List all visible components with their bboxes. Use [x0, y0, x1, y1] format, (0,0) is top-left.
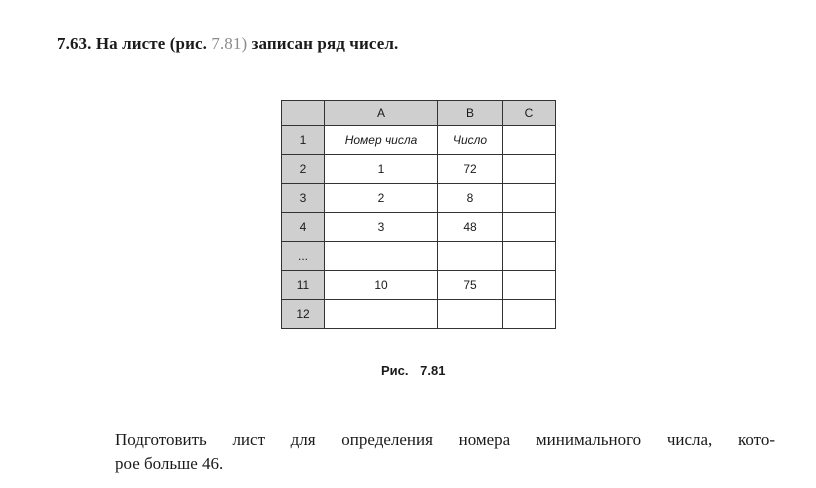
cell-c-ellipsis: [503, 242, 556, 271]
table-row: [282, 213, 556, 242]
cell-b3: 8: [438, 184, 503, 213]
cell-c4: [503, 213, 556, 242]
cell-a11: 10: [325, 271, 438, 300]
cell-b12: [438, 300, 503, 329]
cell-c2: [503, 155, 556, 184]
cell-c11: [503, 271, 556, 300]
row-header: 11: [282, 271, 325, 300]
cell-c3: [503, 184, 556, 213]
cell-b4: 48: [438, 213, 503, 242]
figure-reference: 7.81): [211, 34, 248, 53]
cell-b1: Число: [438, 126, 503, 155]
cell-a12: [325, 300, 438, 329]
spreadsheet-figure: [281, 100, 556, 329]
column-header-row: [282, 101, 556, 126]
cell-c1: [503, 126, 556, 155]
table-row: [282, 242, 556, 271]
table-row: [282, 155, 556, 184]
problem-number: 7.63.: [57, 34, 92, 53]
task-line-1: Подготовить лист для определения номера минимального числа, кото-: [115, 430, 775, 449]
cell-a1: Номер числа: [325, 126, 438, 155]
row-header: 4: [282, 213, 325, 242]
column-header-c: C: [503, 101, 556, 126]
cell-b11: 75: [438, 271, 503, 300]
problem-text-before: На листе (рис.: [95, 34, 207, 53]
cell-a4: 3: [325, 213, 438, 242]
table-row: [282, 271, 556, 300]
cell-a2: 1: [325, 155, 438, 184]
table-row: [282, 300, 556, 329]
row-header: 1: [282, 126, 325, 155]
figure-caption: Рис. 7.81: [381, 363, 446, 378]
row-header: 3: [282, 184, 325, 213]
row-header-ellipsis: ...: [282, 242, 325, 271]
cell-a-ellipsis: [325, 242, 438, 271]
cell-a3: 2: [325, 184, 438, 213]
cell-b2: 72: [438, 155, 503, 184]
task-line-2: рое больше 46.: [115, 454, 224, 473]
table-row: [282, 126, 556, 155]
corner-cell: [282, 101, 325, 126]
problem-text-after: записан ряд чисел.: [251, 34, 399, 53]
row-header: 2: [282, 155, 325, 184]
table-row: [282, 184, 556, 213]
problem-statement: [57, 34, 398, 54]
task-text: [115, 428, 775, 476]
column-header-a: A: [325, 101, 438, 126]
cell-c12: [503, 300, 556, 329]
column-header-b: B: [438, 101, 503, 126]
row-header: 12: [282, 300, 325, 329]
cell-b-ellipsis: [438, 242, 503, 271]
